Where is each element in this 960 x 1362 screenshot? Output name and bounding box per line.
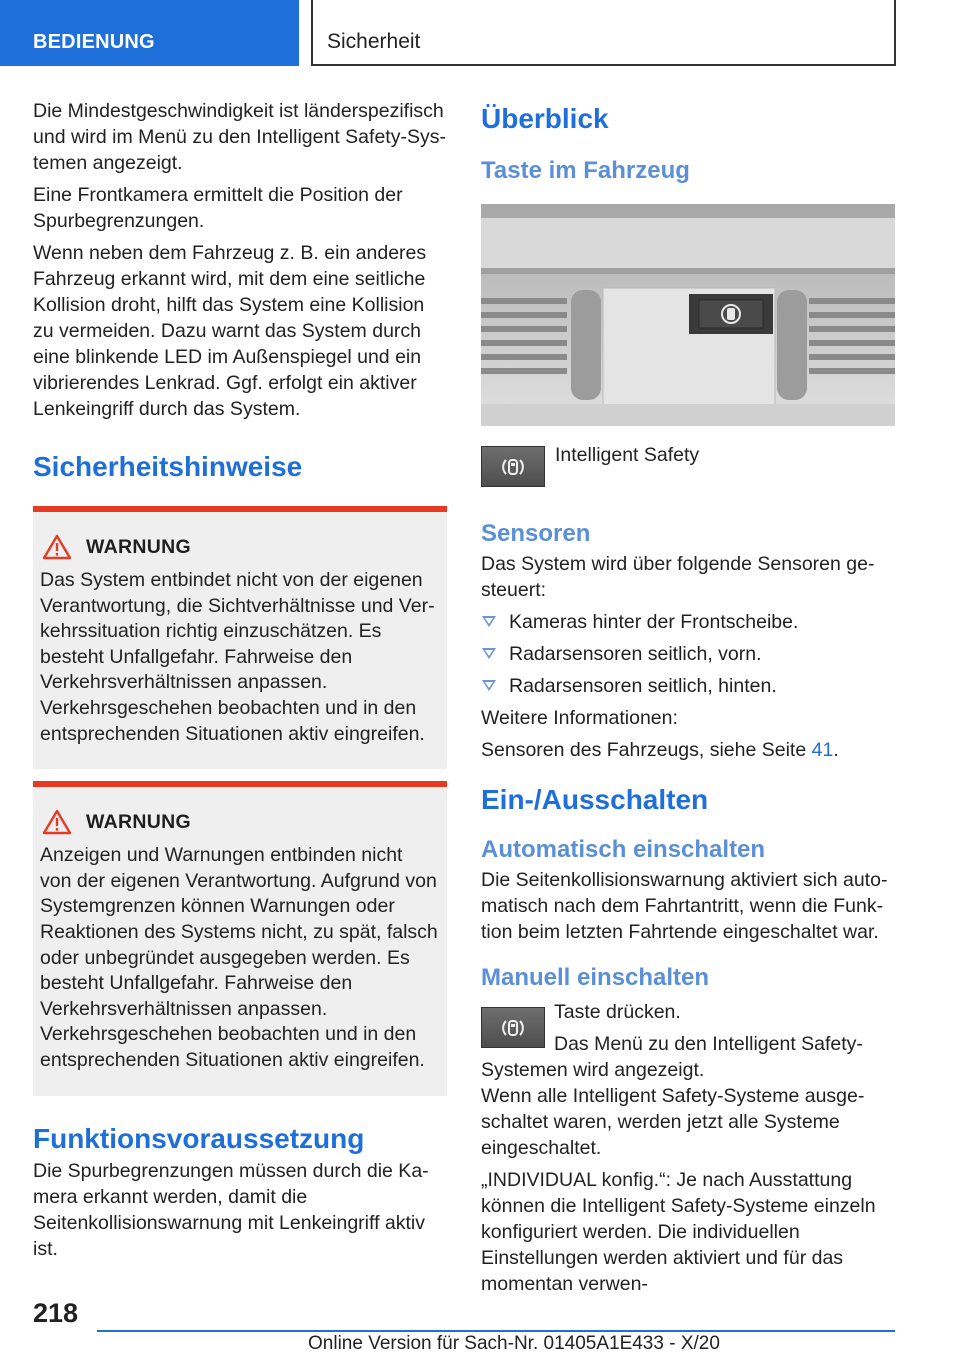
sensors-heading: Sensoren xyxy=(481,520,591,547)
bullet-triangle-icon xyxy=(482,680,496,691)
auto-text: Die Seitenkollisionswarnung aktiviert sich automatisch nach dem Fahrtantritt, wenn die Funktion beim letzten Fahrtende eingeschaltet war. xyxy=(481,869,888,943)
page-number: 218 xyxy=(33,1298,79,1328)
dashboard-illustration xyxy=(481,204,895,426)
manual-paragraph-1: Wenn alle Intelligent Safety-Systeme ausgeschaltet waren, werden jetzt alle Systeme eingeschaltet. xyxy=(481,1085,865,1159)
warning-title-1: WARNUNG xyxy=(86,535,192,558)
function-heading: Funktionsvoraussetzung xyxy=(33,1122,365,1154)
list-item: Radarsensoren seitlich, vorn. xyxy=(481,641,895,667)
chapter-tab: Sicherheit xyxy=(311,0,896,66)
sensors-intro: Das System wird über folgende Sensoren gesteuert: xyxy=(481,553,875,601)
warning-box-2 xyxy=(33,781,447,1095)
manual-paragraph-2: „INDIVIDUAL konfig.“: Je nach Ausstattung können die Intelligent Safety-Systeme einzeln konfiguriert werden. Die individuellen Einstellungen werden aktiviert und für das momentan verwen- xyxy=(481,1169,876,1295)
sensors-reference: Sensoren des Fahrzeugs, siehe Seite 41. xyxy=(481,739,839,761)
intro-paragraph-2: Eine Frontkamera ermittelt die Position der Spurbegrenzungen. xyxy=(33,184,403,232)
left-column xyxy=(33,98,447,1262)
sensors-list xyxy=(481,609,895,699)
footer-divider xyxy=(97,1330,895,1332)
section-tab: BEDIENUNG xyxy=(0,0,299,66)
more-info-label: Weitere Informationen: xyxy=(481,707,678,729)
warning-title-2: WARNUNG xyxy=(86,810,192,833)
intelligent-safety-button xyxy=(481,1007,545,1048)
onoff-heading: Ein-/Ausschalten xyxy=(481,784,709,815)
manual-press: Taste drücken. xyxy=(554,1001,681,1023)
function-text: Die Spurbegrenzungen müssen durch die Kamera erkannt werden, damit die Seitenkollisionswarnung mit Lenkeingriff aktiv ist. xyxy=(33,1159,429,1260)
manual-instruction xyxy=(481,999,895,1083)
footer-online-text: Online Version für Sach-Nr. 01405A1E433 - X/20 xyxy=(308,1333,720,1354)
button-legend xyxy=(481,446,895,487)
manual-heading: Manuell einschalten xyxy=(481,964,710,991)
list-item: Kameras hinter der Frontscheibe. xyxy=(481,609,895,635)
dashboard-button-photo xyxy=(481,204,895,426)
bullet-triangle-icon xyxy=(482,616,496,627)
manual-menu: Das Menü zu den Intelligent Safety-Systemen wird angezeigt. xyxy=(481,1033,863,1081)
warning-text-2: Anzeigen und Warnungen entbinden nicht von der eigenen Verantwortung. Aufgrund von Systemgrenzen können Warnungen oder Reaktionen des Systems nicht, zu spät, falsch oder unbegründet ausgegeben werden. Es besteht Unfallgefahr. Fahrweise den Verkehrsverhältnissen anpassen. Verkehrsgeschehen beobachten und in den entsprechenden Situationen aktiv eingreifen. xyxy=(40,844,438,1071)
list-item: Radarsensoren seitlich, hinten. xyxy=(481,673,895,699)
safety-heading: Sicherheitshinweise xyxy=(33,451,303,482)
warning-text-1: Das System entbindet nicht von der eigenen Verantwortung, die Sichtverhältnisse und Verkehrssituation richtig einzuschätzen. Es besteht Unfallgefahr. Fahrweise den Verkehrsverhältnissen anpassen. Verkehrsgeschehen beobachten und in den entsprechenden Situationen aktiv eingreifen. xyxy=(40,569,435,745)
bullet-triangle-icon xyxy=(482,648,496,659)
button-heading: Taste im Fahrzeug xyxy=(481,157,690,184)
warning-triangle-icon xyxy=(42,534,72,560)
button-caption: Intelligent Safety xyxy=(555,444,700,466)
page-link-41[interactable]: 41 xyxy=(811,739,834,761)
intelligent-safety-icon xyxy=(498,452,528,482)
page-header xyxy=(0,0,960,66)
right-column xyxy=(481,98,895,1297)
intelligent-safety-button xyxy=(481,446,545,487)
warning-triangle-icon xyxy=(42,809,72,835)
intelligent-safety-icon xyxy=(498,1013,528,1043)
overview-heading: Überblick xyxy=(481,103,609,134)
warning-box-1 xyxy=(33,506,447,769)
intro-paragraph-3: Wenn neben dem Fahrzeug z. B. ein anderes Fahrzeug erkannt wird, mit dem eine seitliche Kollision droht, hilft das System eine Kollision zu vermeiden. Dazu warnt das System durch eine blinkende LED im Außenspiegel und ein vibrierendes Lenkrad. Ggf. erfolgt ein aktiver Lenkeingriff durch das System. xyxy=(33,242,427,420)
intro-paragraph-1: Die Mindestgeschwindigkeit ist länderspezifisch und wird im Menü zu den Intelligent Safety-Systemen angezeigt. xyxy=(33,100,446,174)
auto-heading: Automatisch einschalten xyxy=(481,836,766,863)
